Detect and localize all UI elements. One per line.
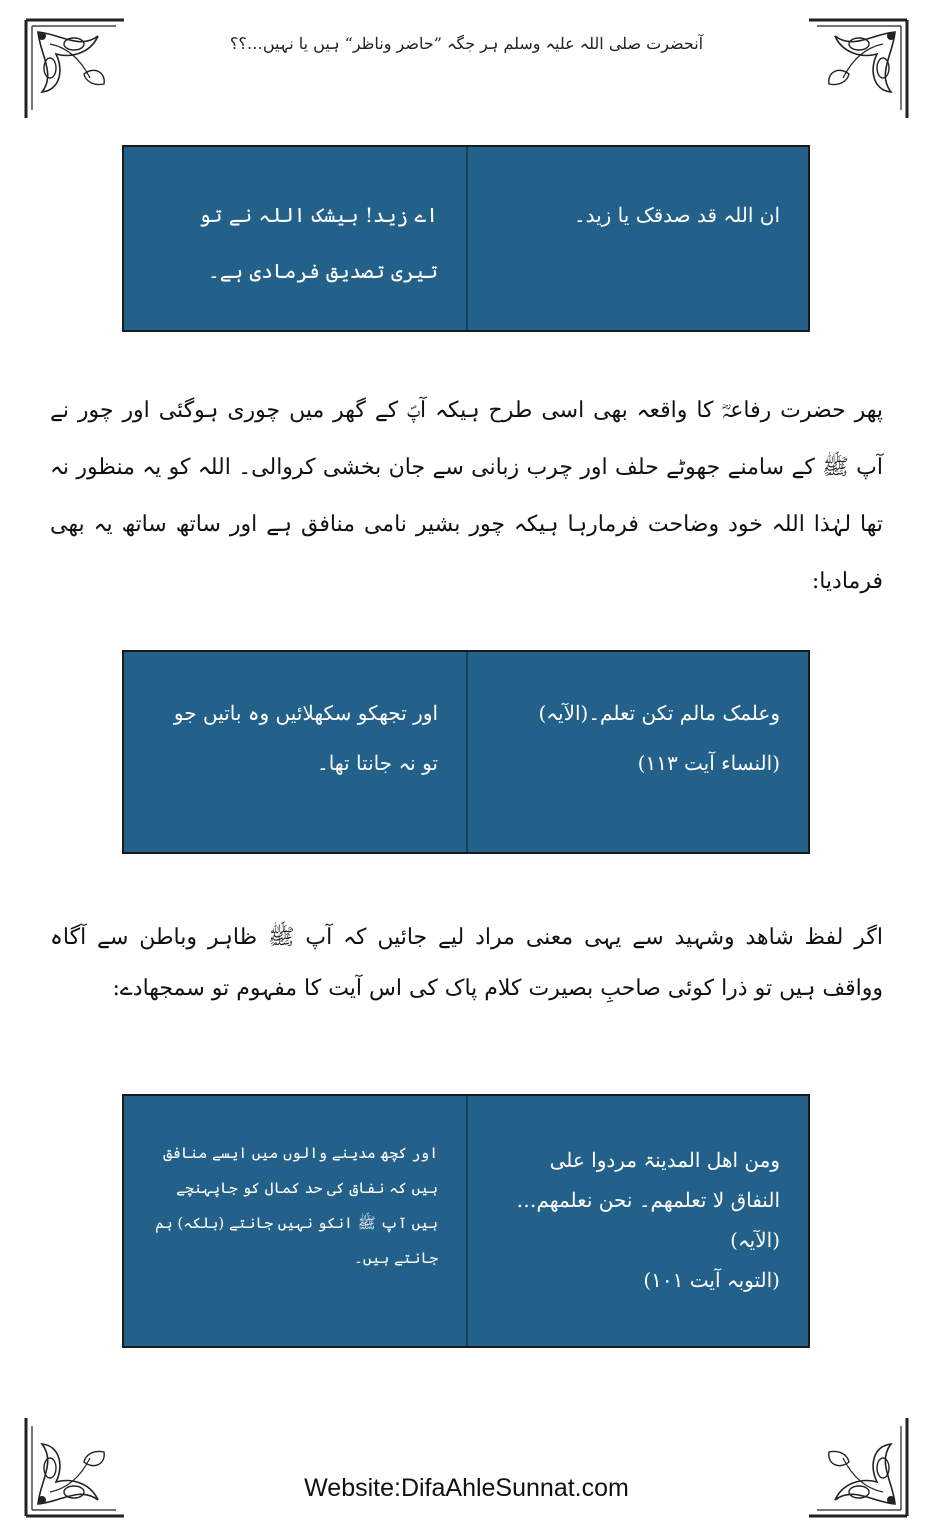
urdu-translation: اور تجھکو سکھلائیں وہ باتیں جو تو نہ جانتا تھا۔ xyxy=(173,701,438,775)
quote-table-3 xyxy=(122,1094,810,1348)
urdu-translation: اور کچھ مدینے والوں میں ایسے منافق ہیں کہ نفاق کی حد کمال کو جاپہنچے ہیں آپ ﷺ انکو نہیں جانتے (بلکہ) ہم جانتے ہیں۔ xyxy=(155,1144,438,1267)
urdu-translation-cell xyxy=(124,147,466,330)
verse-reference: (النساء آیت ۱۱۳) xyxy=(637,751,780,775)
verse-reference: (التوبہ آیت ۱۰۱) xyxy=(643,1268,780,1292)
corner-ornament-bottom-left xyxy=(20,1412,130,1522)
paragraph-1: پھر حضرت رفاعہؓ کا واقعہ بھی اسی طرح ہیکہ آپؐ کے گھر میں چوری ہوگئی اور چور نے آپ ﷺ کے سامنے جھوٹے حلف اور چرب زبانی سے جان بخشی کروالی۔ اللہ کو یہ منظور نہ تھا لہٰذا اللہ خود وضاحت فرمارہا ہیکہ چور بشیر نامی منافق ہے اور ساتھ ساتھ یہ بھی فرمادیا: xyxy=(50,398,883,594)
arabic-text-cell xyxy=(466,1096,808,1346)
arabic-text: وعلمک مالم تکن تعلم۔(الآیہ) xyxy=(538,701,780,725)
urdu-translation: اے زید! بیشک اللہ نے تو تیری تصدیق فرمادی ہے۔ xyxy=(198,203,438,283)
floral-ornament-icon xyxy=(20,1412,130,1522)
arabic-text: ان اللہ قد صدقک یا زید۔ xyxy=(573,203,780,227)
quote-table-1 xyxy=(122,145,810,332)
arabic-text-cell xyxy=(466,652,808,852)
urdu-translation-cell xyxy=(124,1096,466,1346)
corner-ornament-bottom-right xyxy=(803,1412,913,1522)
website-footer: Website:DifaAhleSunnat.com xyxy=(304,1474,629,1502)
paragraph-2: اگر لفظ شاھد وشہید سے یہی معنی مراد لیے جائیں کہ آپ ﷺ ظاہر وباطن سے آگاہ وواقف ہیں تو ذرا کوئی صاحبِ بصیرت کلام پاک کی اس آیت کا مفہوم تو سمجھادے: xyxy=(50,925,883,1001)
arabic-text-cell xyxy=(466,147,808,330)
floral-ornament-icon xyxy=(803,14,913,124)
urdu-translation-cell xyxy=(124,652,466,852)
arabic-text: ومن اھل المدینۃ مردوا علی النفاق لا تعلمھم۔ نحن نعلمھم…(الآیہ) xyxy=(516,1148,780,1252)
floral-ornament-icon xyxy=(20,14,130,124)
floral-ornament-icon xyxy=(803,1412,913,1522)
page-title: آنحضرت صلی اللہ علیہ وسلم ہر جگہ ”حاضر وناظر“ ہیں یا نہیں…؟؟ xyxy=(229,34,704,53)
corner-ornament-top-right xyxy=(803,14,913,124)
quote-table-2 xyxy=(122,650,810,854)
corner-ornament-top-left xyxy=(20,14,130,124)
